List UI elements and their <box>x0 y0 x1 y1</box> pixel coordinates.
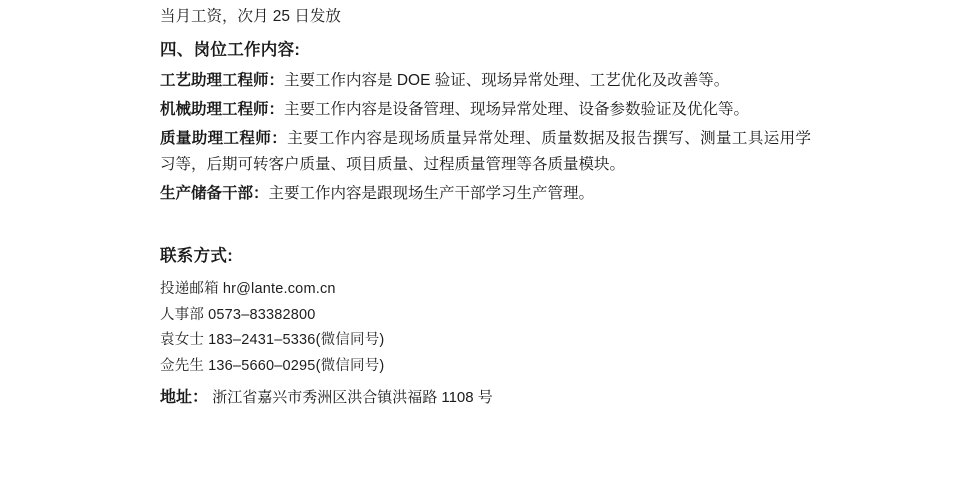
job-separator: ： <box>268 101 285 118</box>
job-description: 主要工作内容是 DOE 验证、现场异常处理、工艺优化及改善等。 <box>284 72 730 89</box>
contact-heading: 联系方式: <box>160 247 233 265</box>
job-role-label: 生产储备干部 <box>160 185 254 202</box>
section-heading-job-content: 四、岗位工作内容: <box>160 41 301 59</box>
contact-email-value[interactable]: hr@lante.com.cn <box>222 281 336 297</box>
contact-email-line <box>160 277 811 303</box>
job-separator: ： <box>253 185 269 202</box>
job-description: 主要工作内容是设备管理、现场异常处理、设备参数验证及优化等。 <box>284 101 750 118</box>
job-separator: ： <box>268 72 285 89</box>
contact-hr-value[interactable]: 0573–83382800 <box>208 306 316 323</box>
contact-email-label: 投递邮箱 <box>160 281 219 297</box>
job-item-mechanical-engineer <box>160 94 811 123</box>
contact-person-qian-line <box>160 354 811 380</box>
address-line <box>160 379 811 412</box>
job-separator: ： <box>271 130 288 147</box>
contact-hr-line <box>160 303 811 329</box>
job-role-label: 质量助理工程师 <box>160 130 272 147</box>
job-role-label: 机械助理工程师 <box>160 101 269 118</box>
job-description: 主要工作内容是现场质量异常处理、质量数据及报告撰写、测量工具运用学习等，后期可转客户质量、项目质量、过程质量管理等各质量模块。 <box>160 130 811 173</box>
contact-person-yuan-line <box>160 328 811 354</box>
job-item-process-engineer <box>160 65 811 94</box>
contact-person-qian-value[interactable]: 136–5660–0295(微信同号) <box>208 357 385 374</box>
job-item-quality-engineer <box>160 123 811 178</box>
address-value: 浙江省嘉兴市秀洲区洪合镇洪福路 1108 号 <box>212 389 493 406</box>
job-item-production-trainee <box>160 178 811 207</box>
contact-person-qian-label: 佥先生 <box>160 357 205 374</box>
job-role-label: 工艺助理工程师 <box>160 72 269 89</box>
contact-hr-label: 人事部 <box>160 306 205 323</box>
contact-person-yuan-value[interactable]: 183–2431–5336(微信同号) <box>208 332 385 348</box>
contact-person-yuan-label: 袁女士 <box>160 332 205 348</box>
address-label: 地址： <box>160 389 209 406</box>
salary-note: 当月工资，次月 25 日发放 <box>160 8 341 25</box>
section-spacer <box>160 207 811 241</box>
job-description: 主要工作内容是跟现场生产干部学习生产管理。 <box>268 185 595 202</box>
